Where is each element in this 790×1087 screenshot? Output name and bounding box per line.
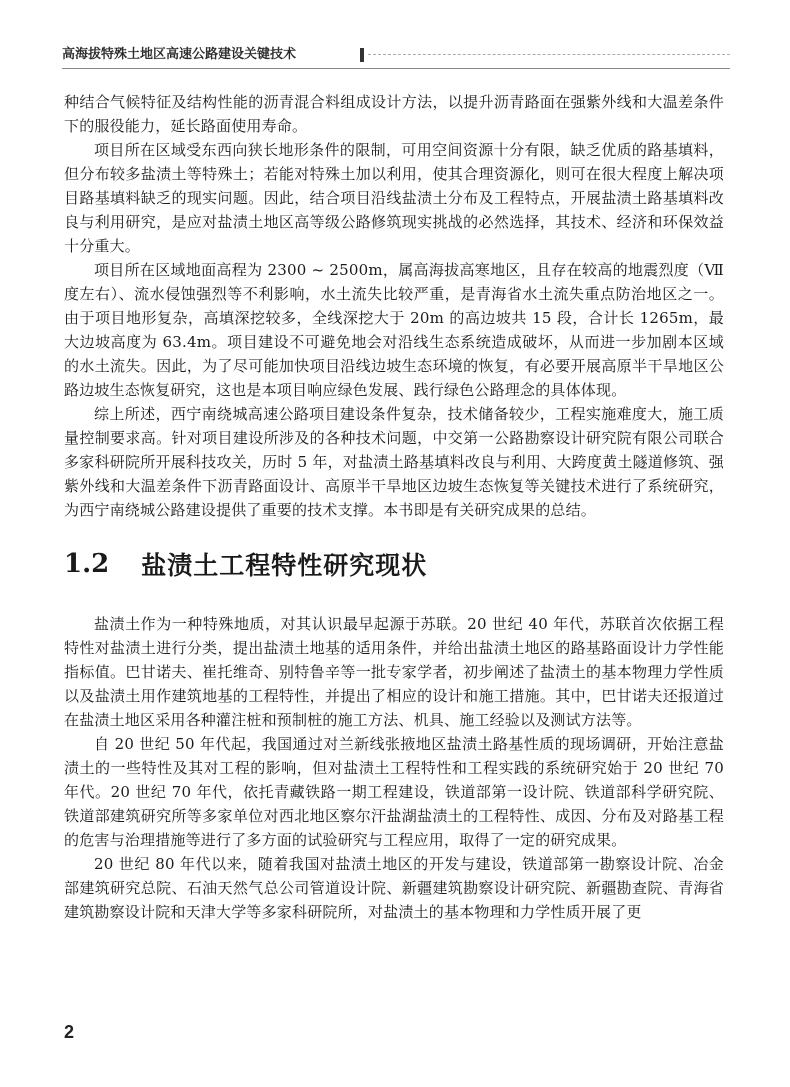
paragraph: 综上所述，西宁南绕城高速公路项目建设条件复杂，技术储备较少，工程实施难度大，施工质量控制要求高。针对项目建设所涉及的各种技术问题，中交第一公路勘察设计研究院有限公司联合多家科研院所开展科技攻关，历时 5 年，对盐渍土路基填料改良与利用、大跨度黄土隧道修筑、强紫外线和大温差条件下沥青路面设计、高原半干旱地区边坡生态恢复等关键技术进行了系统研究，为西宁南绕城公路建设提供了重要的技术支撑。本书即是有关研究成果的总结。 [64, 405, 724, 519]
paragraph: 项目所在区域地面高程为 2300 ~ 2500m，属高海拔高寒地区，且存在较高的地震烈度（Ⅶ度左右）、流水侵蚀强烈等不利影响，水土流失比较严重，是青海省水土流失重点防治地区之一。由于项目地形复杂，高填深挖较多，全线深挖大于 20m 的高边坡共 15 段，合计长 1265m，最大边坡高度为 63.4m。项目建设不可避免地会对沿线生态系统造成破坏，从而进一步加剧本区域的水土流失。因此，为了尽可能加快项目沿线边坡生态环境的恢复，有必要开展高原半干旱地区公路边坡生态恢复研究，这也是本项目响应绿色发展、践行绿色公路理念的具体体现。 [64, 261, 724, 399]
header-marker-bar [360, 48, 364, 62]
paragraph: 20 世纪 80 年代以来，随着我国对盐渍土地区的开发与建设，铁道部第一勘察设计院、冶金部建筑研究总院、石油天然气总公司管道设计院、新疆建筑勘察设计研究院、新疆勘查院、青海省建筑勘察设计院和天津大学等多家科研院所，对盐渍土的基本物理和力学性质开展了更 [64, 855, 724, 921]
page-body [64, 90, 724, 924]
running-header-title: 高海拔特殊土地区高速公路建设关键技术 [62, 47, 297, 62]
header-rule [62, 68, 730, 69]
paragraph: 项目所在区域受东西向狭长地形条件的限制，可用空间资源十分有限，缺乏优质的路基填料，但分布较多盐渍土等特殊土；若能对特殊土加以利用，使其合理资源化，则可在很大程度上解决项目路基填料缺乏的现实问题。因此，结合项目沿线盐渍土分布及工程特点，开展盐渍土路基填料改良与利用研究，是应对盐渍土地区高等级公路修筑现实挑战的必然选择，其技术、经济和环保效益十分重大。 [64, 141, 724, 255]
paragraph: 自 20 世纪 50 年代起，我国通过对兰新线张掖地区盐渍土路基性质的现场调研，开始注意盐渍土的一些特性及其对工程的影响，但对盐渍土工程特性和工程实践的系统研究始于 20 世纪 70 年代。20 世纪 70 年代，依托青藏铁路一期工程建设，铁道部第一设计院、铁道部科学研究院、铁道部建筑研究所等多家单位对西北地区察尔汗盐湖盐渍土的工程特性、成因、分布及对路基工程的危害与治理措施等进行了多方面的试验研究与工程应用，取得了一定的研究成果。 [64, 735, 724, 849]
paragraph-continued: 种结合气候特征及结构性能的沥青混合料组成设计方法，以提升沥青路面在强紫外线和大温差条件下的服役能力，延长路面使用寿命。 [64, 93, 724, 135]
header-dashed-rule [368, 54, 730, 56]
page-number: 2 [64, 1022, 75, 1042]
running-header [62, 46, 730, 66]
section-number: 1.2 [64, 549, 110, 579]
section-title: 盐渍土工程特性研究现状 [141, 551, 428, 580]
section-heading [64, 544, 724, 584]
paragraph: 盐渍土作为一种特殊地质，对其认识最早起源于苏联。20 世纪 40 年代，苏联首次依据工程特性对盐渍土进行分类，提出盐渍土地基的适用条件，并给出盐渍土地区的路基路面设计力学性能指标值。巴甘诺夫、崔托维奇、别特鲁辛等一批专家学者，初步阐述了盐渍土的基本物理力学性质以及盐渍土用作建筑地基的工程特性，并提出了相应的设计和施工措施。其中，巴甘诺夫还报道过在盐渍土地区采用各种灌注桩和预制桩的施工方法、机具、施工经验以及测试方法等。 [64, 615, 724, 729]
